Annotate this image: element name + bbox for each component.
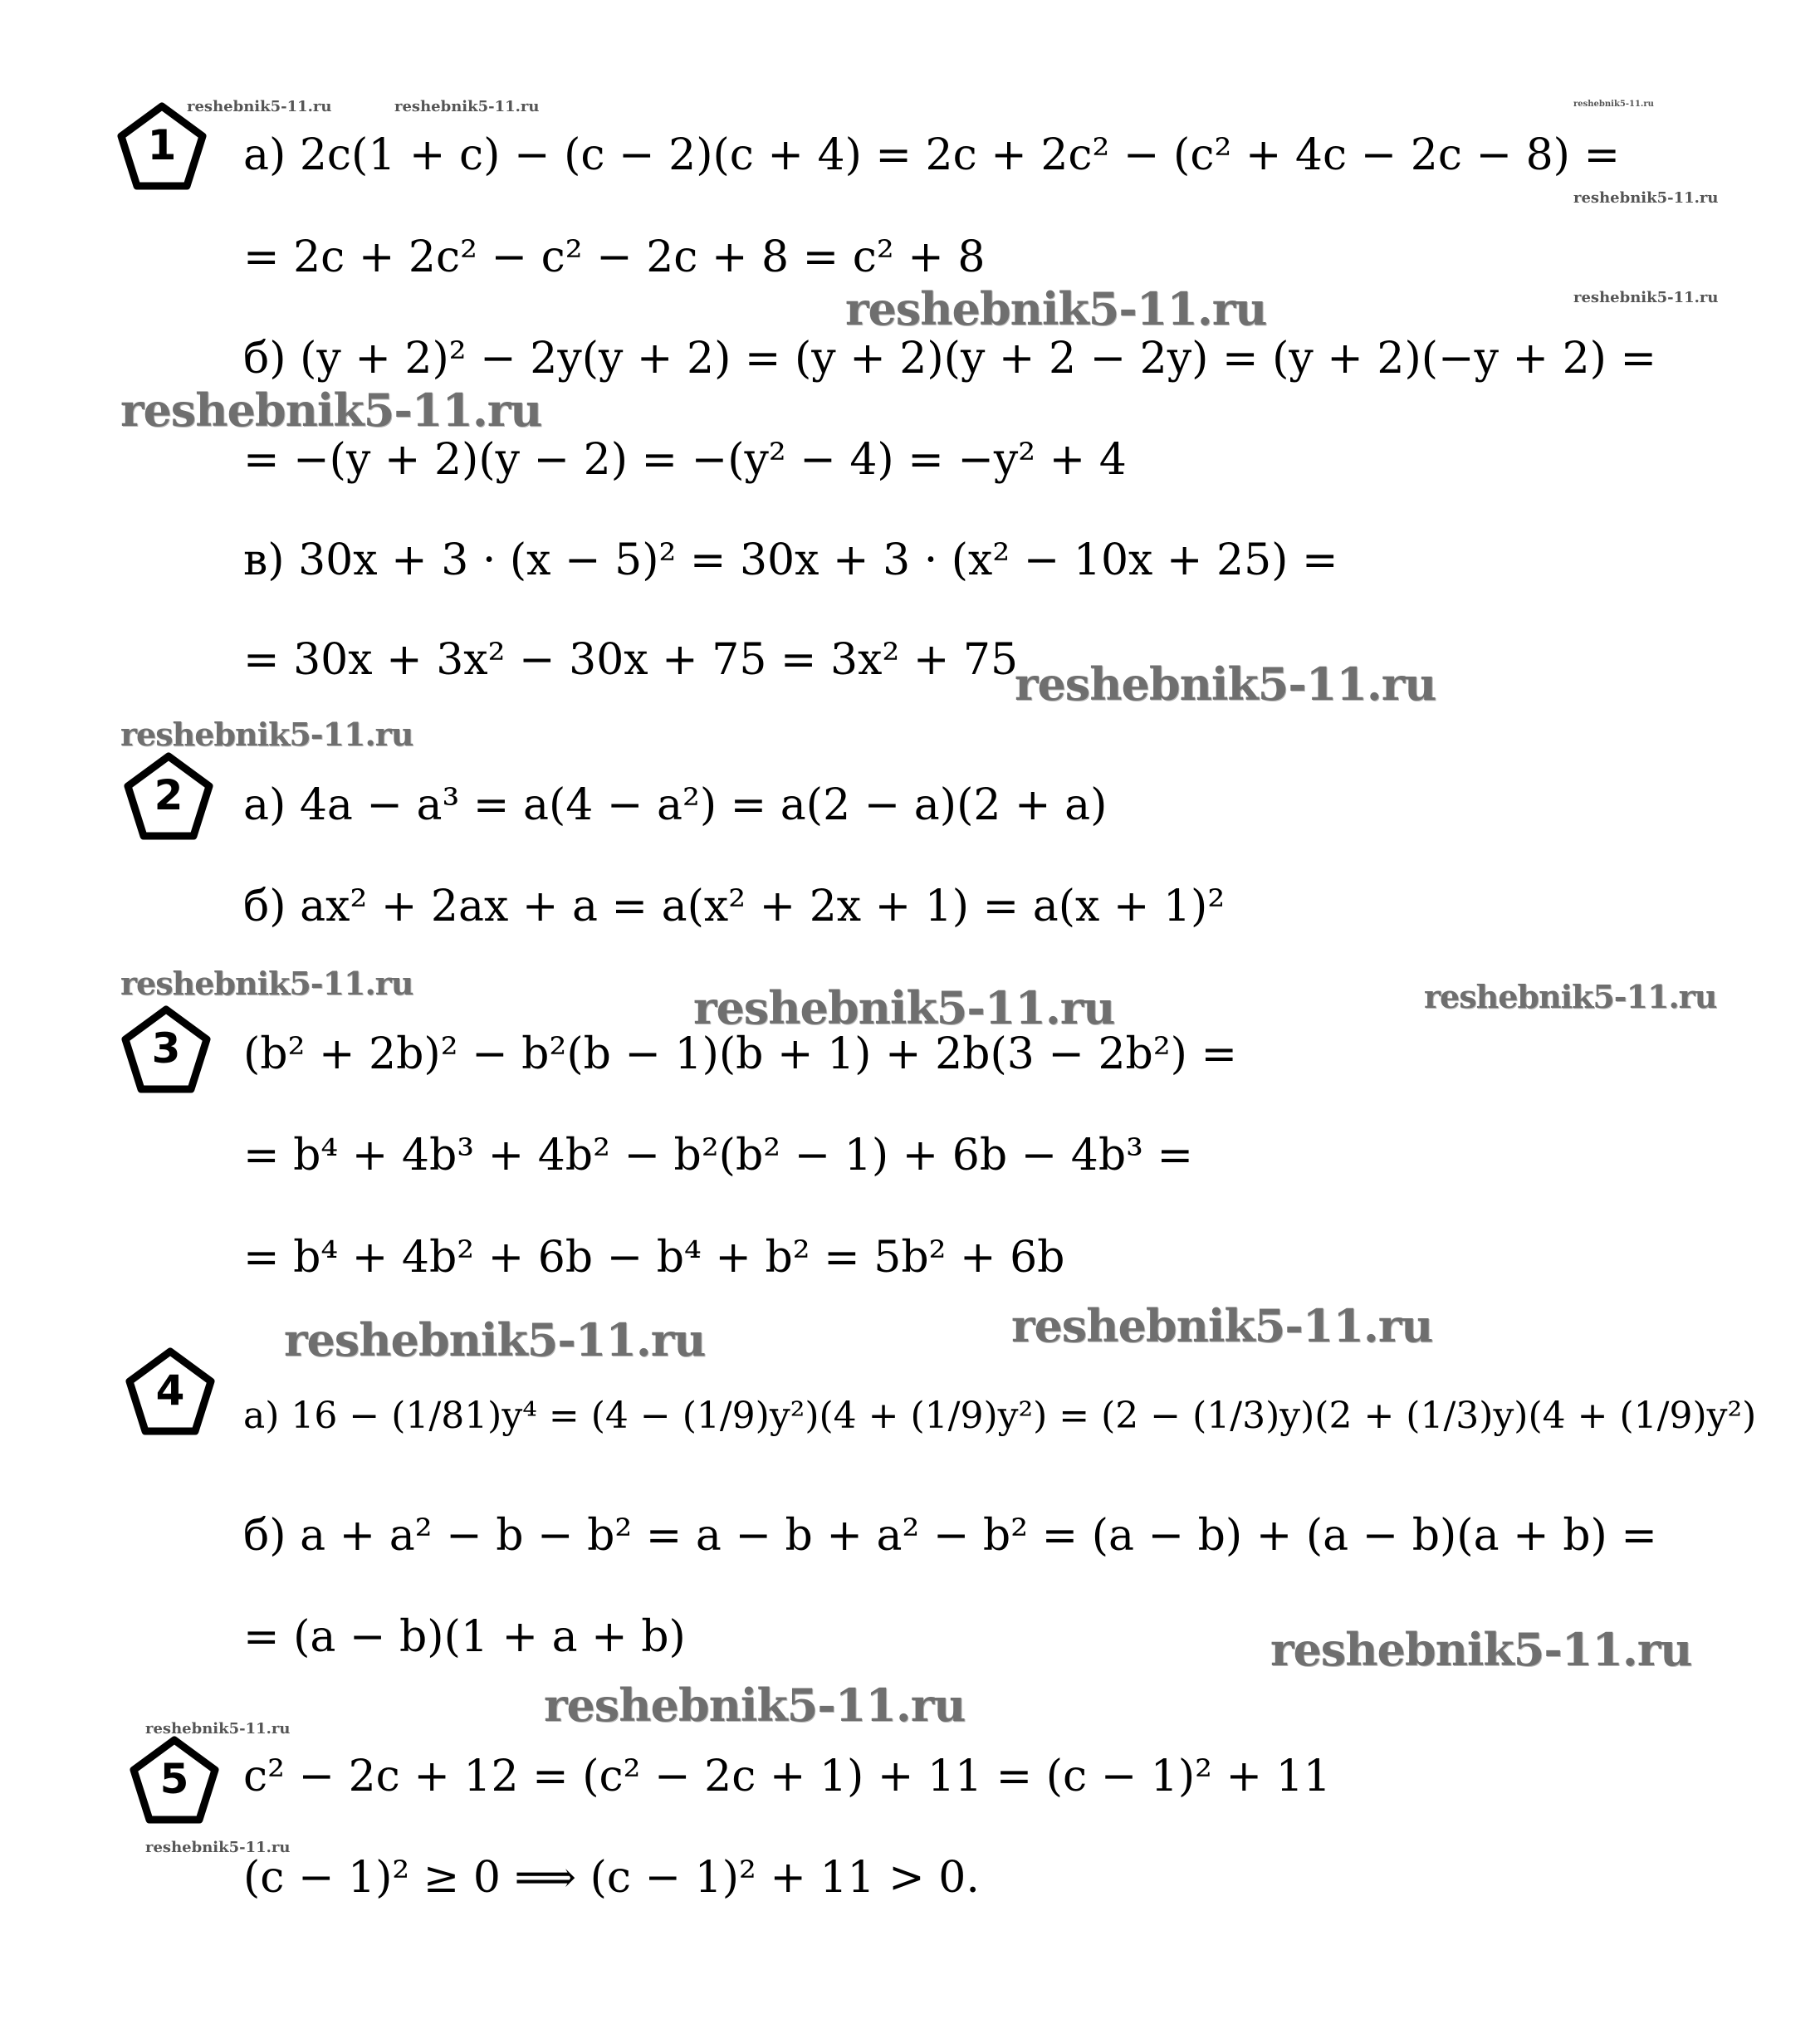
problem-3-line-2: = b⁴ + 4b³ + 4b² − b²(b² − 1) + 6b − 4b³ = xyxy=(243,1131,1194,1180)
watermark: reshebnik5-11.ru xyxy=(544,1679,966,1732)
problem-5-line-1: c² − 2c + 12 = (c² − 2c + 1) + 11 = (c − 1)² + 11 xyxy=(243,1752,1331,1801)
problem-3-badge xyxy=(120,1004,212,1096)
watermark: reshebnik5-11.ru xyxy=(145,1839,291,1856)
watermark: reshebnik5-11.ru xyxy=(145,1720,291,1738)
problem-1-line-4: = −(y + 2)(y − 2) = −(y² − 4) = −y² + 4 xyxy=(243,435,1127,485)
watermark: reshebnik5-11.ru xyxy=(187,98,332,115)
problem-4-line-3: = (a − b)(1 + a + b) xyxy=(243,1612,686,1662)
problem-1-line-5: в) 30x + 3 · (x − 5)² = 30x + 3 · (x² − 10x + 25) = xyxy=(243,535,1338,585)
watermark: reshebnik5-11.ru xyxy=(1573,289,1719,306)
problem-1-line-2: = 2c + 2c² − c² − 2c + 8 = c² + 8 xyxy=(243,232,986,282)
watermark: reshebnik5-11.ru xyxy=(1573,189,1719,207)
problem-4-line-1: а) 16 − (1/81)y⁴ = (4 − (1/9)y²)(4 + (1/9)y²) = (2 − (1/3)y)(2 + (1/3)y)(4 + (1/9)y²) xyxy=(243,1395,1757,1437)
watermark: reshebnik5-11.ru xyxy=(284,1313,706,1366)
problem-1-line-3: б) (y + 2)² − 2y(y + 2) = (y + 2)(y + 2 − 2y) = (y + 2)(−y + 2) = xyxy=(243,334,1657,384)
problem-2-line-1: а) 4a − a³ = a(4 − a²) = a(2 − a)(2 + a) xyxy=(243,780,1108,830)
problem-5-badge xyxy=(129,1735,220,1826)
problem-number: 3 xyxy=(151,1024,181,1073)
watermark: reshebnik5-11.ru xyxy=(1270,1623,1692,1676)
problem-3-line-1: (b² + 2b)² − b²(b − 1)(b + 1) + 2b(3 − 2b²) = xyxy=(243,1029,1238,1079)
problem-3-line-3: = b⁴ + 4b² + 6b − b⁴ + b² = 5b² + 6b xyxy=(243,1233,1065,1283)
problem-4-badge xyxy=(125,1347,216,1438)
problem-2-badge xyxy=(123,751,214,843)
watermark: reshebnik5-11.ru xyxy=(394,98,540,115)
problem-5-line-2: (c − 1)² ≥ 0 ⟹ (c − 1)² + 11 > 0. xyxy=(243,1853,980,1903)
watermark: reshebnik5-11.ru xyxy=(1424,978,1717,1015)
problem-2-line-2: б) ax² + 2ax + a = a(x² + 2x + 1) = a(x + 1)² xyxy=(243,882,1226,931)
problem-number: 4 xyxy=(155,1366,185,1415)
watermark: reshebnik5-11.ru xyxy=(120,716,413,753)
problem-number: 2 xyxy=(154,771,183,819)
problem-4-line-2: б) a + a² − b − b² = a − b + a² − b² = (a − b) + (a − b)(a + b) = xyxy=(243,1511,1657,1561)
problem-1-badge xyxy=(116,101,208,193)
problem-1-line-1: а) 2c(1 + c) − (c − 2)(c + 4) = 2c + 2c² − (c² + 4c − 2c − 8) = xyxy=(243,130,1621,180)
watermark: reshebnik5-11.ru xyxy=(693,981,1115,1034)
watermark: reshebnik5-11.ru xyxy=(120,384,542,437)
problem-number: 5 xyxy=(159,1755,189,1803)
watermark: reshebnik5-11.ru xyxy=(120,965,413,1002)
problem-number: 1 xyxy=(147,121,177,169)
watermark: reshebnik5-11.ru xyxy=(1015,657,1436,711)
problem-1-line-6: = 30x + 3x² − 30x + 75 = 3x² + 75 xyxy=(243,635,1019,685)
watermark: reshebnik5-11.ru xyxy=(1011,1299,1433,1352)
watermark: reshebnik5-11.ru xyxy=(845,282,1267,335)
watermark: reshebnik5-11.ru xyxy=(1573,100,1654,109)
